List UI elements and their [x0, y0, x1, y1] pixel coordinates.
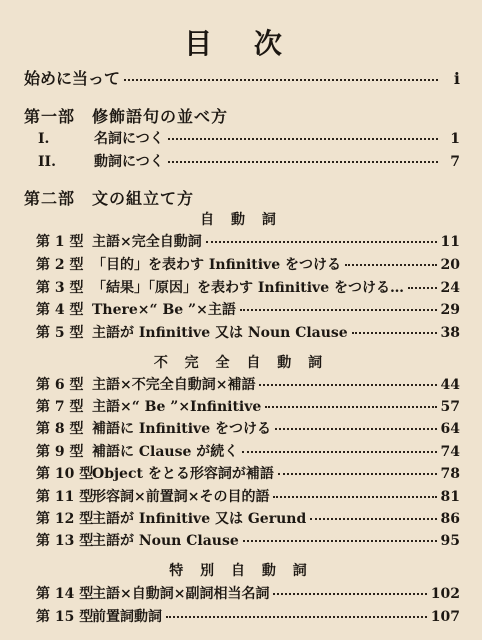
- entry-label: 補語に Clause が続く: [92, 444, 239, 460]
- entry-label: 補語に Infinitive をつける: [92, 421, 271, 437]
- toc-entry[interactable]: [36, 583, 460, 605]
- entry-label: 主語が Infinitive 又は Noun Clause: [92, 325, 348, 341]
- toc-entry[interactable]: [36, 277, 460, 299]
- dot-leader: [265, 406, 436, 408]
- entry-label: 主語×“ Be ”×Infinitive: [92, 399, 262, 415]
- entry-page: 7: [450, 154, 460, 170]
- entry-number: 第 9 型: [36, 444, 84, 460]
- entry-number: 第 12 型: [36, 511, 94, 527]
- entry-number: 第 11 型: [36, 489, 94, 505]
- section-title: 特 別 自 動 詞: [169, 563, 313, 579]
- entry-page: i: [453, 69, 460, 88]
- entry-page: 107: [430, 609, 460, 625]
- dot-leader: [242, 451, 436, 453]
- entry-label: Object をとる形容詞が補語: [92, 466, 274, 482]
- entry-number: 第 3 型: [36, 280, 84, 296]
- entry-number: 第 7 型: [36, 399, 84, 415]
- dot-leader: [243, 540, 437, 542]
- dot-leader: [168, 138, 438, 140]
- dot-leader: [278, 473, 437, 475]
- entry-number: 第 2 型: [36, 257, 84, 273]
- page-title: 目 次: [184, 27, 298, 60]
- toc-entry[interactable]: [36, 606, 460, 628]
- entry-number: 第 1 型: [36, 234, 84, 250]
- entry-page: 57: [440, 399, 460, 415]
- toc-entry[interactable]: [38, 151, 460, 173]
- toc-entry[interactable]: [36, 299, 460, 321]
- entry-page: 64: [440, 421, 460, 437]
- entry-label: 動詞につく: [94, 154, 164, 170]
- entry-number: 第 5 型: [36, 325, 84, 341]
- entry-page: 86: [440, 511, 460, 527]
- dot-leader: [275, 428, 437, 430]
- toc-entry[interactable]: [36, 418, 460, 440]
- dot-leader: [168, 161, 438, 163]
- entry-label: 主語×完全自動詞: [92, 234, 202, 250]
- entry-label: 主語が Noun Clause: [92, 533, 239, 549]
- entry-label: 「結果」「原因」を表わす Infinitive をつける…: [92, 280, 404, 296]
- dot-leader: [206, 241, 437, 243]
- entry-label: 主語が Infinitive 又は Gerund: [92, 511, 307, 527]
- toc-entry[interactable]: [36, 463, 460, 485]
- section-title: 不 完 全 自 動 詞: [153, 355, 329, 371]
- dot-leader: [408, 287, 437, 289]
- entry-page: 1: [450, 131, 460, 147]
- entry-page: 44: [440, 377, 460, 393]
- entry-page: 11: [440, 234, 460, 250]
- entry-label: 主語×不完全自動詞×補語: [92, 377, 256, 393]
- entry-label: 形容詞×前置詞×その目的語: [92, 489, 270, 505]
- toc-entry[interactable]: [36, 322, 460, 344]
- entry-label: There×“ Be ”×主語: [92, 302, 236, 318]
- toc-entry[interactable]: [36, 396, 460, 418]
- dot-leader: [240, 309, 437, 311]
- toc-entry[interactable]: [36, 530, 460, 552]
- toc-entry[interactable]: [36, 508, 460, 530]
- entry-page: 24: [440, 280, 460, 296]
- entry-number: 第 6 型: [36, 377, 84, 393]
- dot-leader: [166, 616, 427, 618]
- dot-leader: [273, 593, 426, 595]
- dot-leader: [273, 496, 436, 498]
- part2-heading: 第二部 文の組立て方: [24, 189, 195, 208]
- dot-leader: [310, 518, 436, 520]
- toc-entry[interactable]: [36, 231, 460, 253]
- entry-label: 始めに当って: [24, 69, 121, 88]
- toc-entry[interactable]: [36, 486, 460, 508]
- entry-number: 第 8 型: [36, 421, 84, 437]
- entry-page: 29: [440, 302, 460, 318]
- toc-entry[interactable]: [38, 128, 460, 150]
- entry-label: 主語×自動詞×副詞相当名詞: [92, 586, 270, 602]
- entry-number: 第 13 型: [36, 533, 94, 549]
- entry-page: 102: [430, 586, 460, 602]
- entry-number: 第 4 型: [36, 302, 84, 318]
- entry-number: 第 14 型: [36, 586, 94, 602]
- entry-number: 第 10 型: [36, 466, 94, 482]
- entry-label: 「目的」を表わす Infinitive をつける: [92, 257, 341, 273]
- dot-leader: [352, 332, 437, 334]
- entry-label: 前置詞動詞: [92, 609, 162, 625]
- dot-leader: [124, 79, 438, 81]
- entry-page: 81: [440, 489, 460, 505]
- part1-heading: 第一部 修飾語句の並べ方: [24, 107, 229, 126]
- entry-number: II.: [38, 154, 56, 170]
- dot-leader: [345, 264, 437, 266]
- dot-leader: [259, 384, 436, 386]
- toc-entry-intro[interactable]: [24, 66, 460, 88]
- toc-entry[interactable]: [36, 374, 460, 396]
- entry-page: 38: [440, 325, 460, 341]
- entry-number: I.: [38, 131, 50, 147]
- entry-page: 95: [440, 533, 460, 549]
- section-title: 自 動 詞: [200, 212, 282, 228]
- entry-page: 78: [440, 466, 460, 482]
- entry-page: 74: [440, 444, 460, 460]
- toc-entry[interactable]: [36, 254, 460, 276]
- toc-entry[interactable]: [36, 441, 460, 463]
- entry-label: 名詞につく: [94, 131, 164, 147]
- entry-page: 20: [440, 257, 460, 273]
- entry-number: 第 15 型: [36, 609, 94, 625]
